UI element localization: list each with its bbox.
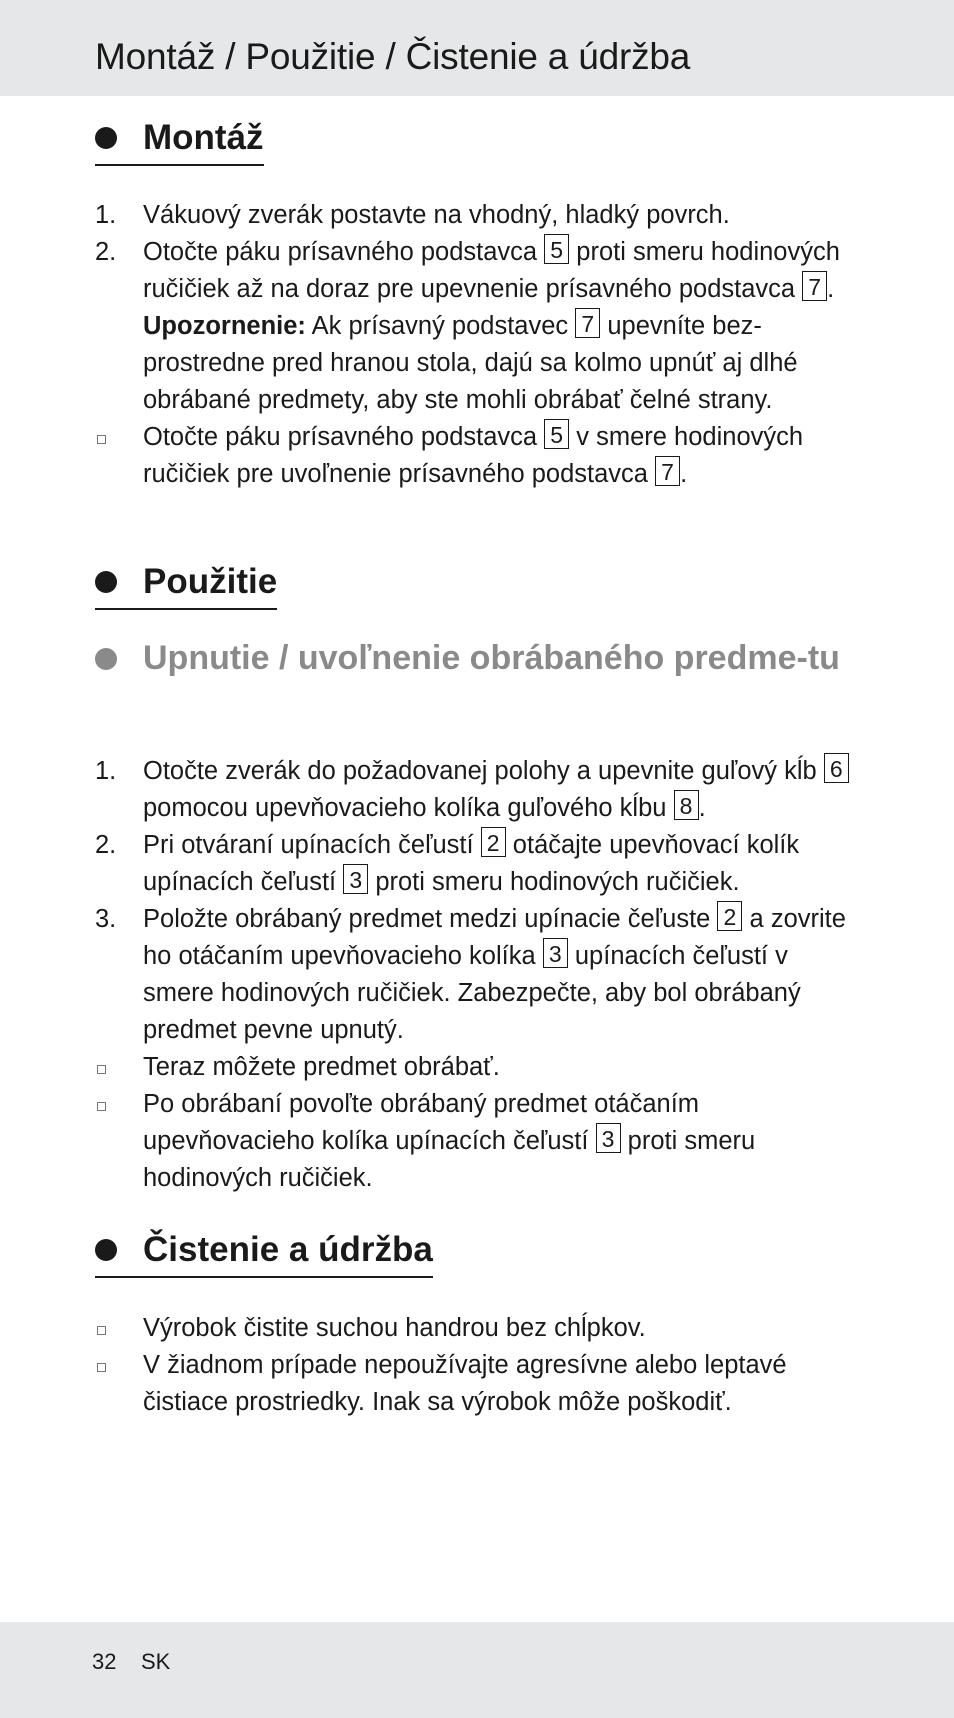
item-number: 2. — [95, 238, 117, 266]
item-text: . — [680, 460, 688, 488]
page-number: 32 — [92, 1649, 117, 1674]
pouzitie-list — [95, 753, 865, 1197]
item-text: . — [827, 275, 835, 303]
square-bullet-icon — [97, 1065, 106, 1074]
part-reference: 3 — [343, 864, 368, 894]
item-text: V žiadnom prípade nepoužívajte agresívne alebo leptavé čistiace prostriedky. Inak sa výrobok môže poškodiť. — [143, 1351, 787, 1416]
square-bullet-icon — [97, 435, 106, 444]
item-text: Vákuový zverák postavte na vhodný, hladký povrch. — [143, 201, 730, 229]
item-text: proti smeru hodinových ručičiek až na doraz pre upevnenie prísavného podstavca — [143, 238, 840, 303]
item-text: Teraz môžete predmet obrábať. — [143, 1053, 500, 1081]
section-heading-cistenie — [95, 1230, 433, 1278]
page-title: Montáž / Použitie / Čistenie a údržba — [95, 36, 691, 77]
note-text: upevníte bez-prostredne pred hranou stola, dajú sa kolmo upnúť aj dlhé obrábané predmety, aby ste mohli obrábať čelné strany. — [143, 312, 798, 414]
cistenie-list — [95, 1310, 865, 1421]
item-text: Po obrábaní povoľte obrábaný predmet otáčaním upevňovacieho kolíka upínacích čeľustí — [143, 1090, 700, 1155]
item-text: Výrobok čistite suchou handrou bez chĺpkov. — [143, 1314, 646, 1342]
item-number: 3. — [95, 905, 117, 933]
part-reference: 6 — [824, 753, 849, 783]
item-text: Otočte páku prísavného podstavca — [143, 423, 538, 451]
item-text: proti smeru hodinových ručičiek. — [375, 868, 740, 896]
list-item — [95, 197, 865, 234]
item-text: proti smeru hodinových ručičiek. — [143, 1127, 756, 1192]
bullet-dot-icon — [95, 571, 117, 593]
part-reference: 3 — [596, 1123, 621, 1153]
list-item — [95, 234, 865, 419]
item-text: otáčajte upevňovací kolík upínacích čeľustí — [143, 831, 800, 896]
part-reference: 5 — [544, 419, 569, 449]
note-label: Upozornenie: — [143, 312, 306, 340]
language-code: SK — [141, 1649, 171, 1674]
square-bullet-icon — [97, 1363, 106, 1372]
section-heading-label: Použitie — [143, 562, 278, 601]
part-reference: 7 — [802, 271, 827, 301]
montaz-list — [95, 197, 865, 493]
list-item — [95, 901, 865, 1049]
section-heading-pouzitie — [95, 562, 277, 610]
part-reference: 7 — [655, 456, 680, 486]
list-item — [95, 1310, 865, 1347]
item-text: Otočte páku prísavného podstavca — [143, 238, 538, 266]
item-text: Položte obrábaný predmet medzi upínacie čeľuste — [143, 905, 711, 933]
section-heading-label: Montáž — [143, 118, 264, 157]
bullet-dot-icon — [95, 1239, 117, 1261]
bullet-dot-icon — [95, 648, 117, 670]
list-item — [95, 1086, 865, 1197]
item-text: a zovrite ho otáčaním upevňovacieho kolíka — [143, 905, 846, 970]
item-number: 1. — [95, 757, 117, 785]
subsection-heading — [95, 640, 855, 676]
list-item — [95, 827, 865, 901]
item-text: pomocou upevňovacieho kolíka guľového kĺbu — [143, 794, 667, 822]
item-number: 1. — [95, 201, 117, 229]
item-text: Pri otváraní upínacích čeľustí — [143, 831, 474, 859]
item-text: v smere hodinových ručičiek pre uvoľnenie prísavného podstavca — [143, 423, 804, 488]
item-text: Otočte zverák do požadovanej polohy a upevnite guľový kĺb — [143, 757, 817, 785]
item-number: 2. — [95, 831, 117, 859]
part-reference: 3 — [543, 938, 568, 968]
bullet-dot-icon — [95, 127, 117, 149]
list-item — [95, 1347, 865, 1421]
note-text: Ak prísavný podstavec — [311, 312, 569, 340]
subsection-heading-label: Upnutie / uvoľnenie obrábaného predme-tu — [143, 639, 840, 677]
list-item — [95, 1049, 865, 1086]
part-reference: 7 — [575, 308, 600, 338]
section-heading-montaz — [95, 118, 264, 166]
item-text: upínacích čeľustí v smere hodinových ručičiek. Zabezpečte, aby bol obrábaný predmet pevne upnutý. — [143, 942, 801, 1044]
part-reference: 8 — [674, 790, 699, 820]
list-item — [95, 753, 865, 827]
list-item — [95, 419, 865, 493]
part-reference: 2 — [717, 901, 742, 931]
item-text: . — [698, 794, 706, 822]
square-bullet-icon — [97, 1102, 106, 1111]
square-bullet-icon — [97, 1326, 106, 1335]
part-reference: 5 — [544, 234, 569, 264]
section-heading-label: Čistenie a údržba — [143, 1230, 433, 1269]
part-reference: 2 — [481, 827, 506, 857]
